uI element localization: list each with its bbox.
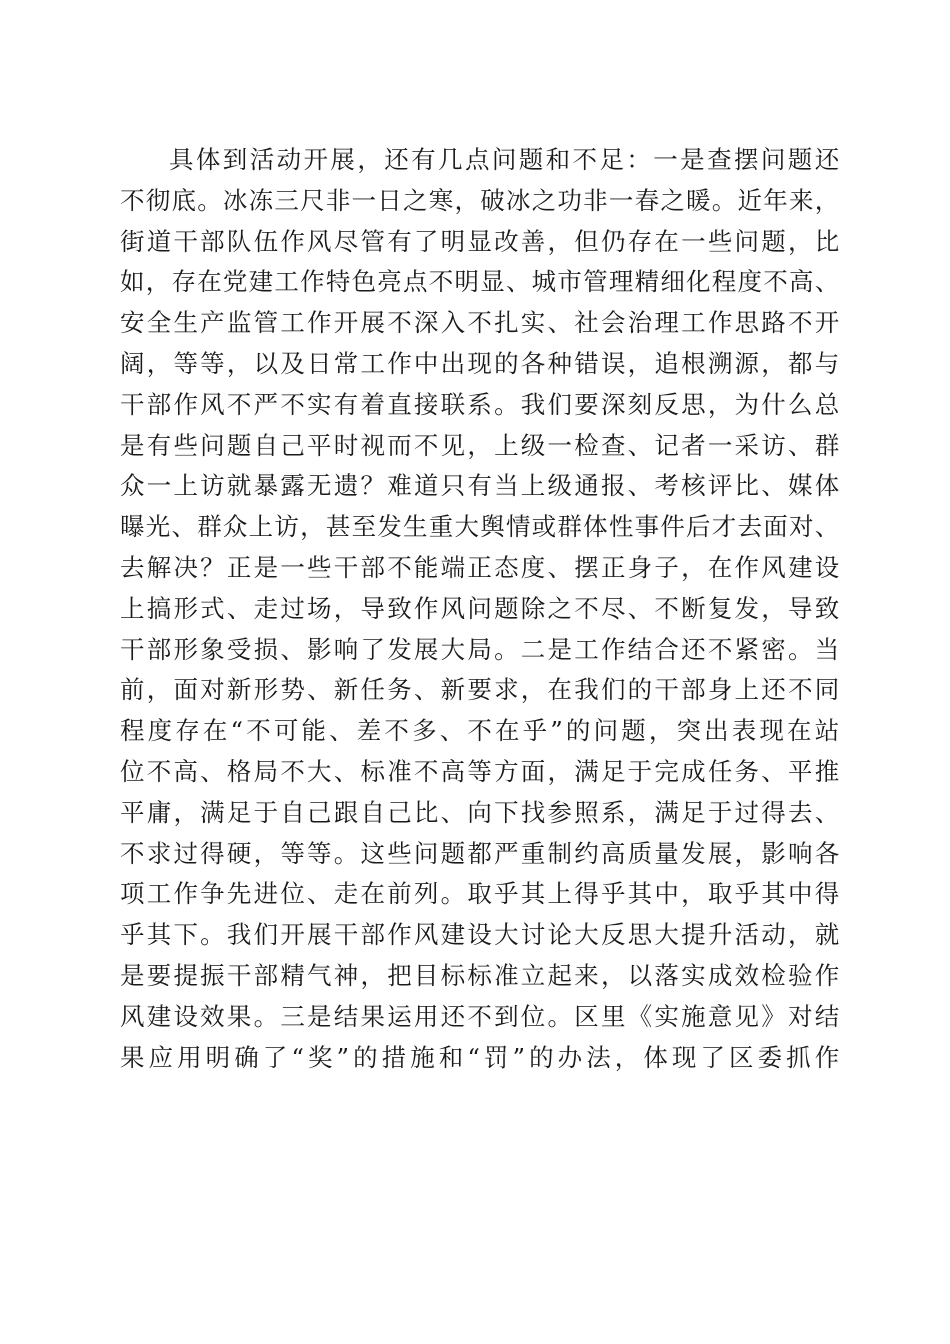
text-line: 干部作风不严不实有着直接联系。我们要深刻反思，为什么总	[120, 389, 840, 419]
text-line: 曝光、群众上访，甚至发生重大舆情或群体性事件后才去面对、	[120, 512, 840, 542]
text-line: 去解决？正是一些干部不能端正态度、摆正身子，在作风建设	[120, 552, 840, 582]
text-line: 位不高、格局不大、标准不高等方面，满足于完成任务、平推	[120, 756, 840, 786]
text-line: 平庸，满足于自己跟自己比、向下找参照系，满足于过得去、	[120, 797, 840, 827]
text-line: 是有些问题自己平时视而不见，上级一检查、记者一采访、群	[120, 430, 840, 460]
text-line: 是要提振干部精气神，把目标标准立起来，以落实成效检验作	[120, 960, 840, 990]
text-line: 不彻底。冰冻三尺非一日之寒，破冰之功非一春之暖。近年来，	[120, 185, 840, 215]
text-line: 具体到活动开展，还有几点问题和不足：一是查摆问题还	[169, 145, 840, 174]
body-paragraph	[120, 140, 840, 1078]
text-line: 不求过得硬，等等。这些问题都严重制约高质量发展，影响各	[120, 838, 840, 868]
text-line: 干部形象受损、影响了发展大局。二是工作结合还不紧密。当	[120, 634, 840, 664]
text-line: 上搞形式、走过场，导致作风问题除之不尽、不断复发，导致	[120, 593, 840, 623]
text-line: 乎其下。我们开展干部作风建设大讨论大反思大提升活动，就	[120, 920, 840, 950]
text-line: 果应用明确了“奖”的措施和“罚”的办法，体现了区委抓作	[120, 1042, 840, 1072]
text-line: 众一上访就暴露无遗？难道只有当上级通报、考核评比、媒体	[120, 471, 840, 501]
text-line: 项工作争先进位、走在前列。取乎其上得乎其中，取乎其中得	[120, 879, 840, 909]
text-line: 街道干部队伍作风尽管有了明显改善，但仍存在一些问题，比	[120, 226, 840, 256]
text-line: 程度存在“不可能、差不多、不在乎”的问题，突出表现在站	[120, 716, 840, 746]
text-line: 前，面对新形势、新任务、新要求，在我们的干部身上还不同	[120, 675, 840, 705]
text-line: 安全生产监管工作开展不深入不扎实、社会治理工作思路不开	[120, 308, 840, 338]
text-line: 风建设效果。三是结果运用还不到位。区里《实施意见》对结	[120, 1001, 840, 1031]
text-line: 如，存在党建工作特色亮点不明显、城市管理精细化程度不高、	[120, 267, 840, 297]
text-line: 阔，等等，以及日常工作中出现的各种错误，追根溯源，都与	[120, 348, 840, 378]
